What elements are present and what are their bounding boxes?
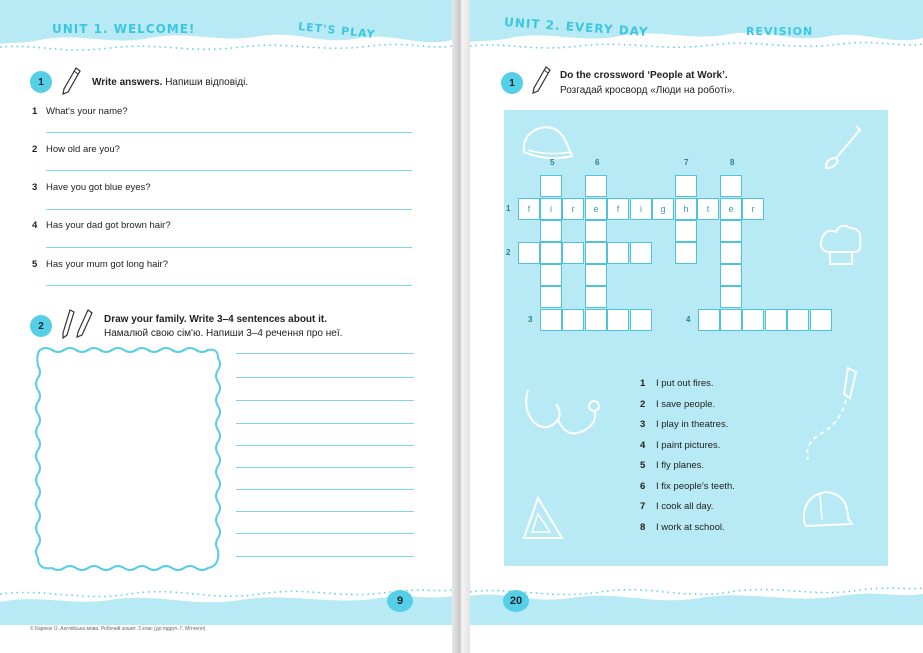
clue-item: 1 I put out fires.: [640, 378, 714, 389]
question-item: 2 How old are you?: [32, 144, 120, 155]
right-page: [470, 0, 923, 653]
crossword-cell[interactable]: [562, 309, 584, 331]
crossword-cell[interactable]: [518, 242, 540, 264]
pencil-path-doodle-icon: [800, 364, 870, 464]
chef-hat-doodle-icon: [816, 220, 866, 270]
crossword-cell[interactable]: [540, 309, 562, 331]
crossword-cell[interactable]: f: [518, 198, 540, 220]
crossword-cell[interactable]: [540, 175, 562, 197]
crossword-row-label: 3: [528, 315, 533, 324]
crossword-cell[interactable]: r: [742, 198, 764, 220]
crossword-col-label: 5: [550, 158, 555, 167]
writing-line[interactable]: [236, 377, 414, 378]
unit-title: UNIT 1. WELCOME!: [52, 22, 196, 36]
crossword-cell[interactable]: [540, 264, 562, 286]
question-item: 3 Have you got blue eyes?: [32, 182, 151, 193]
bottom-wave-decoration: [0, 580, 452, 625]
clue-item: 5 I fly planes.: [640, 460, 705, 471]
exercise-1-badge: 1: [501, 72, 523, 94]
crossword-cell[interactable]: [698, 309, 720, 331]
writing-line[interactable]: [236, 556, 414, 557]
crossword-cell[interactable]: [765, 309, 787, 331]
crossword-cell[interactable]: [810, 309, 832, 331]
crossword-cell[interactable]: f: [607, 198, 629, 220]
writing-line[interactable]: [236, 533, 414, 534]
set-square-doodle-icon: [518, 494, 568, 544]
left-page: [0, 0, 452, 653]
crossword-row-label: 1: [506, 204, 511, 213]
clue-item: 3 I play in theatres.: [640, 419, 729, 430]
crossword-cell[interactable]: [720, 220, 742, 242]
crossword-cell[interactable]: [630, 309, 652, 331]
exercise-1-instruction: [92, 77, 248, 88]
clue-item: 7 I cook all day.: [640, 501, 714, 512]
exercise-2-badge: 2: [30, 315, 52, 337]
crossword-cell[interactable]: [787, 309, 809, 331]
crossword-cell[interactable]: [585, 286, 607, 308]
crossword-col-label: 8: [730, 158, 735, 167]
crossword-cell[interactable]: [675, 220, 697, 242]
crossword-cell[interactable]: h: [675, 198, 697, 220]
crossword-col-label: 6: [595, 158, 600, 167]
answer-line[interactable]: [46, 247, 412, 248]
question-item: 1 What's your name?: [32, 106, 128, 117]
crossword-cell[interactable]: [562, 242, 584, 264]
instruction-uk: Напиши відповіді.: [165, 77, 249, 88]
crossword-cell[interactable]: [585, 242, 607, 264]
clue-item: 4 I paint pictures.: [640, 440, 721, 451]
question-item: 4 Has your dad got brown hair?: [32, 220, 171, 231]
crossword-cell[interactable]: t: [697, 198, 719, 220]
crossword-cell[interactable]: [720, 175, 742, 197]
instruction-en: Write answers.: [92, 77, 163, 88]
section-title: REVISION: [746, 25, 814, 38]
drawing-frame[interactable]: [32, 344, 224, 576]
crossword-cell[interactable]: [630, 242, 652, 264]
page-number: 20: [503, 590, 529, 612]
crossword-cell[interactable]: [720, 264, 742, 286]
pencil-icon: [530, 65, 552, 95]
crossword-cell[interactable]: [540, 220, 562, 242]
crossword-cell[interactable]: [585, 220, 607, 242]
crossword-cell[interactable]: [607, 242, 629, 264]
writing-line[interactable]: [236, 423, 414, 424]
answer-line[interactable]: [46, 285, 412, 286]
question-item: 5 Has your mum got long hair?: [32, 259, 168, 270]
paintbrush-doodle-icon: [822, 122, 862, 172]
crossword-cell[interactable]: [540, 286, 562, 308]
stethoscope-doodle-icon: [518, 382, 608, 452]
writing-line[interactable]: [236, 353, 414, 354]
answer-line[interactable]: [46, 209, 412, 210]
crossword-cell[interactable]: [720, 286, 742, 308]
crossword-cell[interactable]: r: [562, 198, 584, 220]
crossword-row-label: 4: [686, 315, 691, 324]
crossword-cell[interactable]: [742, 309, 764, 331]
crossword-panel: [504, 110, 888, 566]
crossword-cell[interactable]: e: [720, 198, 742, 220]
crossword-cell[interactable]: [585, 309, 607, 331]
crossword-cell[interactable]: [720, 242, 742, 264]
clue-item: 6 I fix people's teeth.: [640, 481, 735, 492]
pencils-icon: [58, 308, 98, 340]
exercise-2-instruction-en: Draw your family. Write 3–4 sentences about it.: [104, 314, 328, 325]
copyright-text: © Карпюк О. Англійська мова. Робочий зошит. 3 клас (до підруч. Г. Мітчелл): [30, 626, 206, 632]
writing-line[interactable]: [236, 467, 414, 468]
crossword-cell[interactable]: [720, 309, 742, 331]
crossword-cell[interactable]: [675, 175, 697, 197]
unit-title: UNIT 2. EVERY DAY: [503, 14, 649, 40]
answer-line[interactable]: [46, 132, 412, 133]
exercise-1-instruction-en: Do the crossword ‘People at Work’.: [560, 70, 728, 81]
writing-line[interactable]: [236, 400, 414, 401]
crossword-col-label: 7: [684, 158, 689, 167]
crossword-cell[interactable]: [607, 309, 629, 331]
bottom-wave-decoration: [470, 580, 923, 625]
helmet-doodle-icon: [798, 484, 854, 534]
pencil-icon: [60, 66, 82, 96]
answer-line[interactable]: [46, 170, 412, 171]
writing-line[interactable]: [236, 489, 414, 490]
crossword-cell[interactable]: [585, 175, 607, 197]
cap-doodle-icon: [518, 122, 576, 170]
writing-line[interactable]: [236, 511, 414, 512]
page-number: 9: [387, 590, 413, 612]
crossword-cell[interactable]: i: [540, 198, 562, 220]
crossword-cell[interactable]: [675, 242, 697, 264]
crossword-row-label: 2: [506, 248, 511, 257]
exercise-1-badge: 1: [30, 71, 52, 93]
crossword-cell[interactable]: [540, 242, 562, 264]
exercise-2-instruction-uk: Намалюй свою сім'ю. Напиши 3–4 речення про неї.: [104, 328, 343, 339]
writing-line[interactable]: [236, 445, 414, 446]
book-gutter: [452, 0, 470, 653]
clue-item: 2 I save people.: [640, 399, 716, 410]
crossword-cell[interactable]: i: [630, 198, 652, 220]
crossword-cell[interactable]: g: [652, 198, 674, 220]
clue-item: 8 I work at school.: [640, 522, 725, 533]
section-title: LET'S PLAY: [297, 19, 377, 42]
crossword-cell[interactable]: [585, 264, 607, 286]
crossword-cell[interactable]: e: [585, 198, 607, 220]
exercise-1-instruction-uk: Розгадай кросворд «Люди на роботі».: [560, 85, 736, 96]
